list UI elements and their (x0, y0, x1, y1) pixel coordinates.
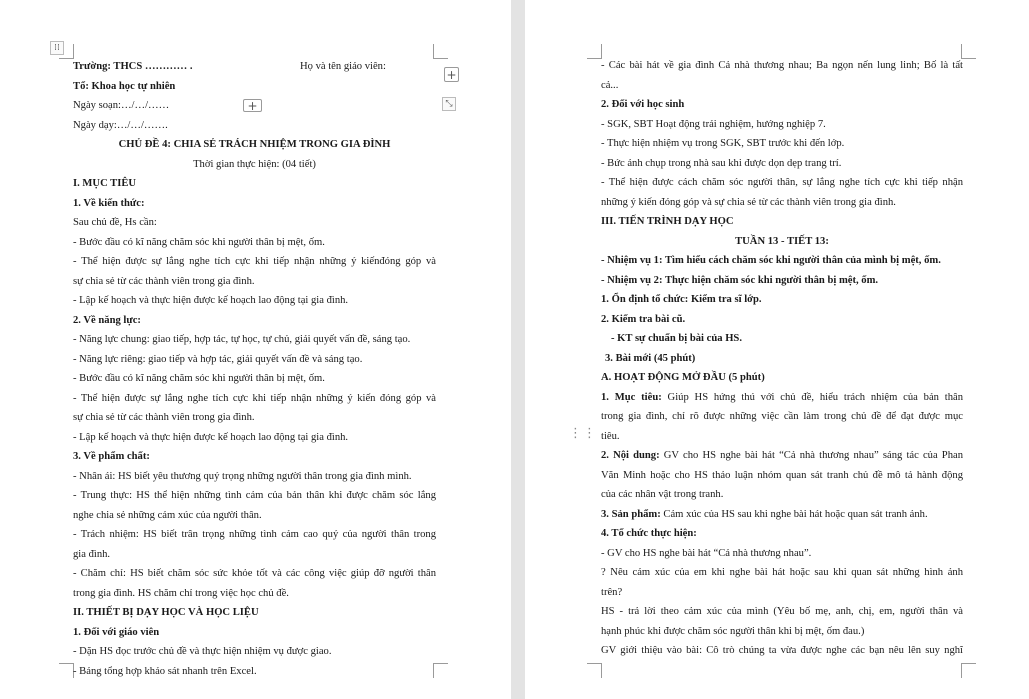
teacher-label: Họ và tên giáo viên: (300, 61, 386, 72)
add-column-button[interactable]: + (444, 67, 459, 82)
date-taught: Ngày dạy:…/…/……. (73, 119, 168, 131)
text-line: - Năng lực chung: giao tiếp, hợp tác, tự học, tự chủ, giải quyết vấn đề, sáng tạo. (73, 334, 411, 345)
group-label: Tổ: Khoa học tự nhiên (73, 80, 176, 92)
right-page-text (601, 56, 963, 661)
text-line: trong gia đình, chỉ rõ được những việc cần làm trong chủ đề để đạt được mục (601, 411, 963, 422)
crop-mark-bottom-right (961, 663, 976, 678)
text-line: sự chia sẻ từ các thành viên trong gia đình. (73, 412, 255, 423)
text-line: gia đình. (73, 548, 111, 560)
page-gap (511, 0, 525, 699)
text-line: - Thực hiện nhiệm vụ trong SGK, SBT trước khi đến lớp. (601, 138, 845, 149)
text-line: - Nhiệm vụ 1: Tìm hiểu cách chăm sóc khi người thân của mình bị mệt, ốm. (601, 255, 941, 266)
text-line: của các nhân vật trong tranh. (601, 489, 724, 500)
text-line: - Thể hiện được sự lắng nghe tích cực khi tiếp nhận những ý kiếnđóng góp và (73, 256, 436, 267)
duration: Thời gian thực hiện: (04 tiết) (193, 158, 316, 170)
text-line: I. MỤC TIÊU (73, 178, 137, 189)
text-line: Văn Minh hoặc cho HS thảo luận nhóm quan sát tranh chủ đề mô tả hành động (601, 469, 963, 481)
text-line: trên? (601, 586, 623, 598)
text-line: hạnh phúc khi được chăm sóc người thân khi bị mệt, ốm đau.) (601, 625, 865, 637)
text-line: 3. Về phẩm chất: (73, 451, 150, 462)
text-line: GV giới thiệu vào bài: Cô trò chúng ta vừa được nghe các bạn nêu lên suy nghĩ (601, 645, 963, 656)
text-line: cả... (601, 79, 619, 91)
text-line: nghe chia sẻ những cảm xúc của người thân. (73, 509, 262, 521)
text-line: tiêu. (601, 430, 620, 442)
left-content-lines (73, 174, 436, 681)
text-line: - Các bài hát về gia đình Cả nhà thương nhau; Ba ngọn nến lung linh; Bố là tất (601, 60, 963, 71)
table-move-handle-icon[interactable]: ⁞⁞ (50, 41, 64, 55)
document-page-left (0, 0, 511, 699)
text-line: 2. Về năng lực: (73, 314, 141, 326)
text-line: 3. Sản phẩm: Cảm xúc của HS sau khi nghe bài hát hoặc quan sát tranh ảnh. (601, 508, 928, 520)
text-line: - Bức ảnh chụp trong nhà sau khi được dọn dẹp trang trí. (601, 157, 842, 169)
crop-mark-top-left (587, 44, 602, 59)
table-resize-icon[interactable]: ⤡ (442, 97, 456, 111)
text-line: sự chia sẻ từ các thành viên trong gia đình. (73, 275, 255, 287)
crop-mark-bottom-left (587, 663, 602, 678)
text-line: A. HOẠT ĐỘNG MỞ ĐẦU (5 phút) (601, 372, 765, 383)
topic-title: CHỦ ĐỀ 4: CHIA SẺ TRÁCH NHIỆM TRONG GIA ĐÌNH (118, 139, 391, 150)
text-line: - Chăm chỉ: HS biết chăm sóc sức khỏe tốt và các công việc giúp đỡ người thân (73, 568, 436, 579)
text-line: - Lập kế hoạch và thực hiện được kế hoạch lao động tại gia đình. (73, 295, 349, 306)
crop-mark-bottom-left (59, 663, 74, 678)
drag-grip-icon[interactable]: ⋮⋮ (569, 426, 597, 441)
text-line: III. TIẾN TRÌNH DẠY HỌC (601, 216, 734, 227)
document-page-right (525, 0, 1029, 699)
date-prepared: Ngày soạn:…/…/…… (73, 100, 170, 111)
text-line: ? Nêu cảm xúc của em khi nghe bài hát hoặc sau khi quan sát những hình ảnh (601, 567, 963, 578)
text-line: 2. Kiểm tra bài cũ. (601, 313, 686, 325)
text-line: TUẦN 13 - TIẾT 13: (735, 235, 829, 247)
text-line: - Thể hiện được cách chăm sóc người thân, sự lắng nghe tích cực khi tiếp nhận (601, 177, 963, 188)
text-line: HS - trả lời theo cảm xúc của mình (Yêu bố mẹ, anh, chị, em, người thân và (601, 606, 963, 617)
text-line: - Bảng tổng hợp khảo sát nhanh trên Excel. (73, 665, 257, 677)
text-line: 1. Mục tiêu: Giúp HS hứng thú với chủ đề, hiểu trách nhiệm của bản thân (601, 391, 963, 403)
text-line: 2. Nội dung: GV cho HS nghe bài hát “Cả nhà thương nhau” sáng tác của Phan (601, 450, 963, 461)
text-line: 4. Tổ chức thực hiện: (601, 528, 697, 539)
text-line: - KT sự chuẩn bị bài của HS. (611, 333, 742, 344)
text-line: những ý kiến đóng góp và sự chia sẻ từ các thành viên trong gia đình. (601, 196, 896, 208)
text-line: - Dặn HS đọc trước chủ đề và thực hiện nhiệm vụ được giao. (73, 646, 332, 657)
text-line: - Trách nhiệm: HS biết trân trọng những tình cảm cao quý của người thân trong (73, 529, 436, 540)
text-line: - Thể hiện được sự lắng nghe tích cực khi tiếp nhận những ý kiến đóng góp và (73, 392, 436, 404)
right-content-lines (601, 56, 963, 661)
text-line: 2. Đối với học sinh (601, 99, 685, 110)
left-page-text (73, 57, 436, 681)
text-line: - SGK, SBT Hoạt động trải nghiệm, hướng nghiệp 7. (601, 118, 826, 130)
text-line: 1. Về kiến thức: (73, 197, 145, 209)
text-line: - Bước đầu có kĩ năng chăm sóc khi người thân bị mệt, ốm. (73, 373, 325, 384)
crop-mark-top-right (961, 44, 976, 59)
text-line: 1. Đối với giáo viên (73, 626, 160, 638)
header-row-school (73, 57, 436, 77)
text-line: - GV cho HS nghe bài hát “Cả nhà thương nhau”. (601, 547, 812, 559)
add-row-button[interactable]: + (243, 99, 262, 112)
text-line: - Trung thực: HS thể hiện những tình cảm của bản thân khi được chăm sóc lắng (73, 490, 436, 501)
school-label: Trường: THCS ………… . (73, 61, 193, 72)
text-line: - Năng lực riêng: giao tiếp và hợp tác, giải quyết vấn đề và sáng tạo. (73, 353, 363, 365)
text-line: - Bước đầu có kĩ năng chăm sóc khi người thân bị mệt, ốm. (73, 236, 325, 248)
text-line: 1. Ổn định tổ chức: Kiểm tra sĩ lớp. (601, 294, 762, 305)
text-line: - Nhiệm vụ 2: Thực hiện chăm sóc khi người thân bị mệt, ốm. (601, 274, 879, 286)
text-line: - Lập kế hoạch và thực hiện được kế hoạch lao động tại gia đình. (73, 431, 349, 443)
text-line: II. THIẾT BỊ DẠY HỌC VÀ HỌC LIỆU (73, 607, 259, 618)
text-line: trong gia đình. HS chăm chỉ trong việc học chủ đề. (73, 587, 289, 599)
text-line: - Nhân ái: HS biết yêu thương quý trọng những người thân trong gia đình mình. (73, 470, 412, 482)
text-line: 3. Bài mới (45 phút) (605, 352, 696, 364)
text-line: Sau chủ đề, Hs cần: (73, 217, 157, 228)
